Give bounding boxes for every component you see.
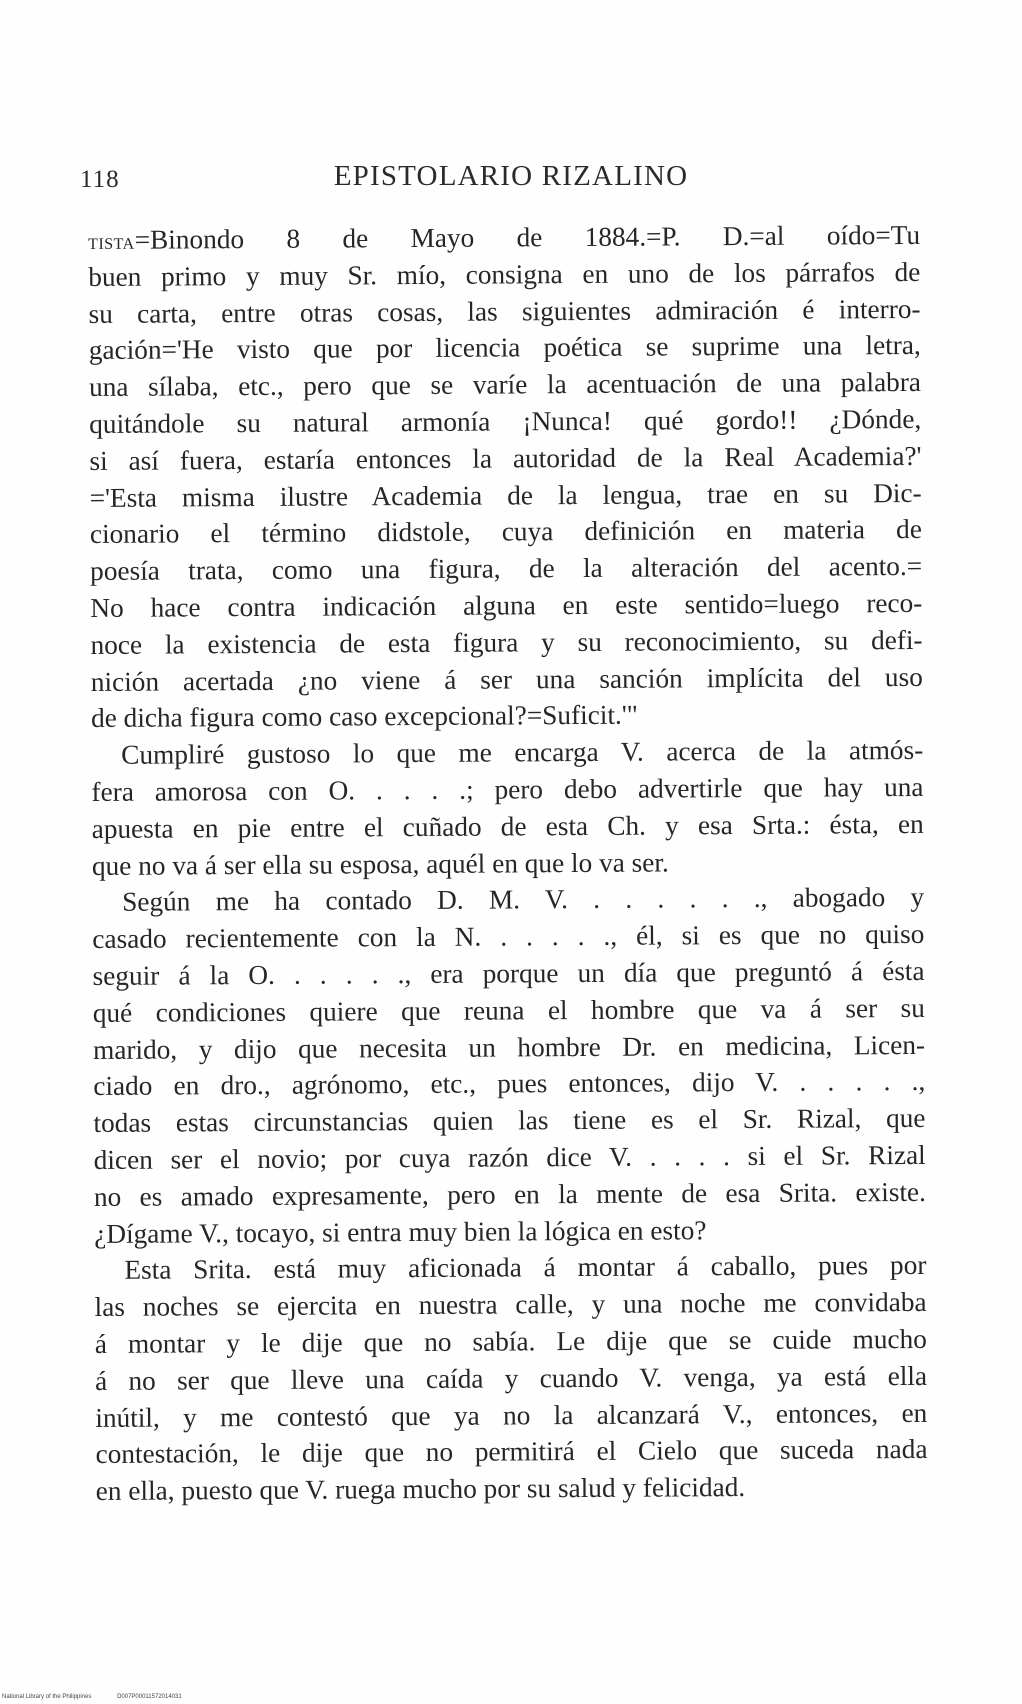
text-line: No hace contra indicación alguna en este sentido=luego reco- xyxy=(90,587,923,623)
text-line: ¿Dígame V., tocayo, si entra muy bien la lógica en esto? xyxy=(94,1214,707,1249)
text-line: ciado en dro., agrónomo, etc., pues entonces, dijo V. . . . . ., xyxy=(93,1066,926,1102)
text-line: no es amado expresamente, pero en la mente de esa Srita. existe. xyxy=(93,1176,927,1212)
text-line: seguir á la O. . . . . ., era porque un día que preguntó á ésta xyxy=(92,955,925,991)
text-line: buen primo y muy Sr. mío, consigna en uno de los párrafos de xyxy=(88,256,921,292)
text-line: todas estas circunstancias quien las tiene es el Sr. Rizal, que xyxy=(93,1103,926,1139)
text-line: casado recientemente con la N. . . . . ., él, si es que no quiso xyxy=(92,919,925,955)
text-line xyxy=(88,217,920,259)
small-caps-word: tista xyxy=(88,228,135,254)
text-line: en ella, puesto que V. ruega mucho por su salud y felicidad. xyxy=(95,1472,746,1507)
text-fragment: =Binondo 8 de Mayo de 1884.=P. D.=al oído=Tu xyxy=(134,219,921,255)
text-line: de dicha figura como caso excepcional?=Suficit.'" xyxy=(90,700,638,734)
text-line: poesía trata, como una figura, de la alteración del acento.= xyxy=(90,551,923,587)
text-line: cionario el término didstole, cuya definición en materia de xyxy=(89,514,922,550)
scan-footer xyxy=(2,1694,206,1700)
text-line: apuesta en pie entre el cuñado de esta Ch. y esa Srta.: ésta, en xyxy=(91,808,924,844)
text-line: inútil, y me contestó que ya no la alcanzará V., entonces, en xyxy=(95,1397,928,1433)
text-line: á no ser que lleve una caída y cuando V. venga, ya está ella xyxy=(94,1360,928,1396)
text-line: dicen ser el novio; por cuya razón dice V. . . . . si el Sr. Rizal xyxy=(93,1139,926,1175)
body-text xyxy=(88,217,928,1510)
text-line: contestación, le dije que no permitirá el Cielo que suceda nada xyxy=(95,1434,928,1470)
page-number: 118 xyxy=(80,166,120,193)
text-line: ='Esta misma ilustre Academia de la lengua, trae en su Dic- xyxy=(89,477,922,513)
paragraph-1 xyxy=(88,217,923,737)
text-line: su carta, entre otras cosas, las siguientes admiración é interro- xyxy=(88,293,921,329)
text-line: nición acertada ¿no viene á ser una sanción implícita del uso xyxy=(90,661,923,697)
text-line: marido, y dijo que necesita un hombre Dr. en medicina, Licen- xyxy=(92,1029,926,1065)
text-line: las noches se ejercita en nuestra calle, y una noche me convidaba xyxy=(94,1287,927,1323)
text-line: Cumpliré gustoso lo que me encarga V. acerca de la atmós- xyxy=(121,735,924,770)
text-line: quitándole su natural armonía ¡Nunca! qué gordo!! ¿Dónde, xyxy=(89,403,922,439)
paragraph-3 xyxy=(92,879,926,1252)
text-line: gación='He visto que por licencia poética se suprime una letra, xyxy=(88,330,921,366)
paragraph-2 xyxy=(91,732,924,884)
running-title: EPISTOLARIO RIZALINO xyxy=(333,160,689,192)
page-header xyxy=(80,160,942,200)
text-line: á montar y le dije que no sabía. Le dije que se cuide mucho xyxy=(94,1323,927,1359)
text-line: si así fuera, estaría entonces la autoridad de la Real Academia?' xyxy=(89,440,922,476)
text-line: que no va á ser ella su esposa, aquél en que lo va ser. xyxy=(91,847,669,881)
text-line: Esta Srita. está muy aficionada á montar á caballo, pues por xyxy=(124,1250,927,1286)
library-credit: National Library of the Philippines xyxy=(2,1694,92,1700)
paragraph-4 xyxy=(94,1247,928,1510)
text-line: qué condiciones quiere que reuna el hombre que va á ser su xyxy=(92,992,925,1028)
text-line: fera amorosa con O. . . . .; pero debo advertirle que hay una xyxy=(91,771,924,807)
text-line: una sílaba, etc., pero que se varíe la acentuación de una palabra xyxy=(88,367,922,403)
scan-identifier: D007P00011572014031 xyxy=(117,1694,182,1700)
text-line: noce la existencia de esta figura y su reconocimiento, su defi- xyxy=(90,624,923,660)
text-line: Según me ha contado D. M. V. . . . . . ., abogado y xyxy=(122,882,925,918)
